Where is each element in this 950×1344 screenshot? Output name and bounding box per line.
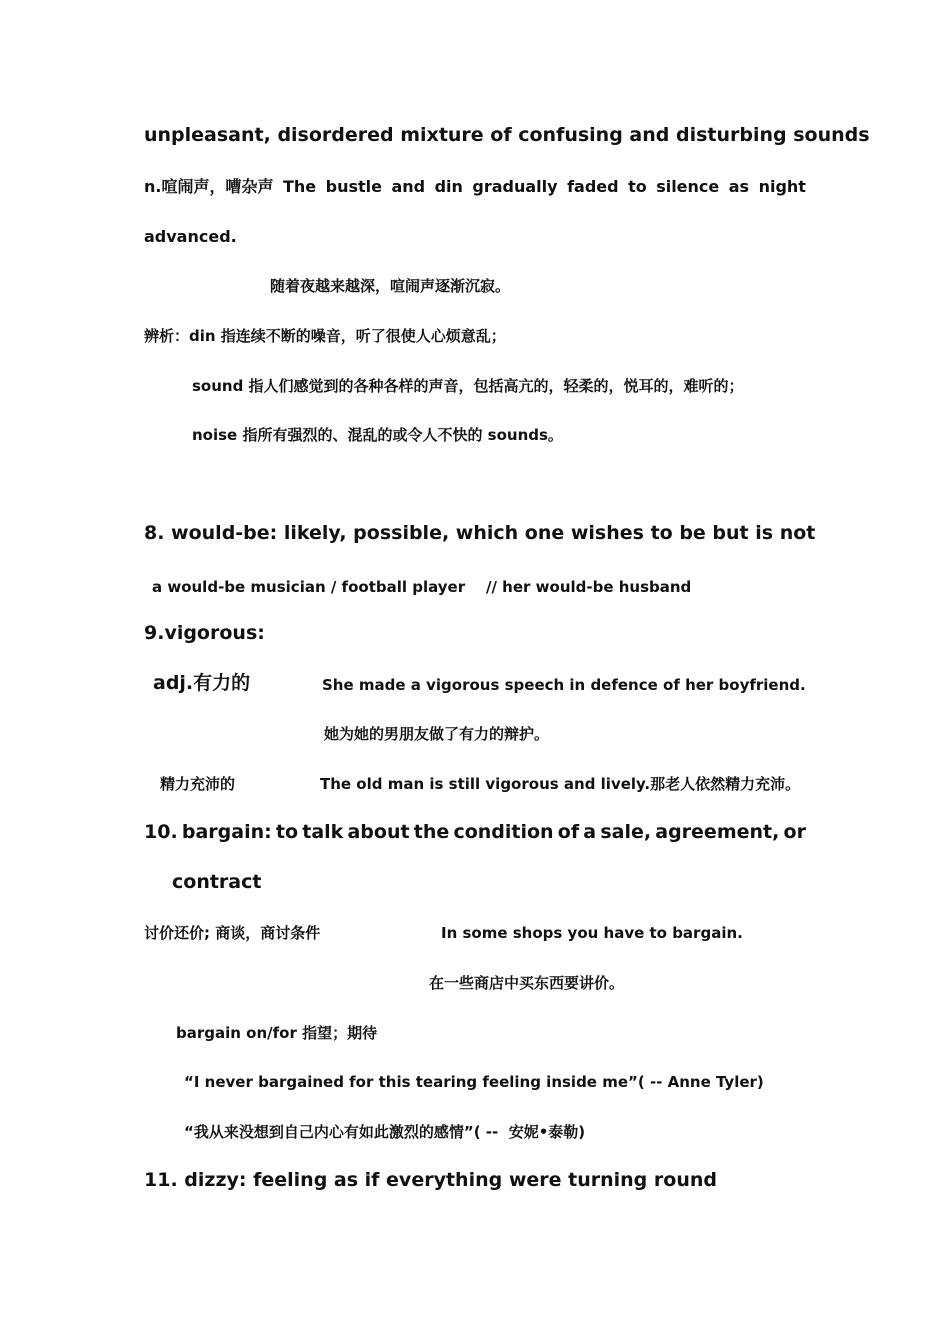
quote-chinese: “我从来没想到自己内心有如此激烈的感情”( -- 安妮•泰勒) (184, 1123, 586, 1141)
word: bustle (325, 177, 382, 196)
word: a (583, 821, 597, 843)
word: The (282, 177, 317, 196)
word: to (275, 821, 299, 843)
word: gradually (472, 177, 558, 196)
example-line-continued: advanced. (144, 227, 237, 246)
word: and (391, 177, 426, 196)
word: night (758, 177, 806, 196)
word: about (347, 821, 410, 843)
word: 10. (144, 821, 178, 843)
word: sale, (600, 821, 652, 843)
word: agreement, (655, 821, 780, 843)
example-line-justified (144, 179, 806, 195)
example-would-be: a would-be musician / football player // her would-be husband (152, 578, 692, 596)
phrase-bargain-on-for: bargain on/for 指望；期待 (176, 1024, 378, 1042)
word: the (413, 821, 450, 843)
heading-bargain-justified (144, 823, 806, 842)
analysis-din: 辨析：din 指连续不断的噪音，听了很使人心烦意乱； (144, 327, 506, 345)
word: or (783, 821, 806, 843)
word: of (557, 821, 580, 843)
quote-english: “I never bargained for this tearing feeling inside me”( -- Anne Tyler) (184, 1073, 764, 1091)
example-bargain: In some shops you have to bargain. (441, 924, 743, 942)
heading-bargain-continued: contract (172, 871, 262, 893)
translation-bargain: 在一些商店中买东西要讲价。 (429, 974, 625, 992)
heading-would-be: 8. would-be: likely, possible, which one wishes to be but is not (144, 522, 816, 544)
example-vigorous-1: She made a vigorous speech in defence of her boyfriend. (322, 676, 806, 694)
word: din (434, 177, 463, 196)
translation-vigorous-1: 她为她的男朋友做了有力的辩护。 (324, 725, 550, 743)
sense-label-bargain: 讨价还价; 商谈，商讨条件 (144, 924, 321, 942)
word: silence (656, 177, 720, 196)
sense-label-adj: adj.有力的 (153, 672, 251, 694)
sense-label-energetic: 精力充沛的 (160, 775, 236, 793)
heading-vigorous: 9.vigorous: (144, 622, 265, 644)
word: n.喧闹声，嘈杂声 (144, 177, 274, 196)
word: condition (453, 821, 554, 843)
example-vigorous-2: The old man is still vigorous and lively.那老人依然精力充沛。 (320, 775, 801, 793)
analysis-noise: noise 指所有强烈的、混乱的或令人不快的 sounds。 (192, 426, 563, 444)
analysis-sound: sound 指人们感觉到的各种各样的声音，包括高亢的，轻柔的，悦耳的，难听的； (192, 377, 744, 395)
definition-line: unpleasant, disordered mixture of confusing and disturbing sounds (144, 124, 870, 146)
word: talk (302, 821, 344, 843)
word: faded (567, 177, 619, 196)
translation-line: 随着夜越来越深，喧闹声逐渐沉寂。 (270, 277, 511, 295)
heading-dizzy: 11. dizzy: feeling as if everything were turning round (144, 1169, 717, 1191)
word: bargain: (181, 821, 272, 843)
word: as (728, 177, 750, 196)
word: to (628, 177, 647, 196)
